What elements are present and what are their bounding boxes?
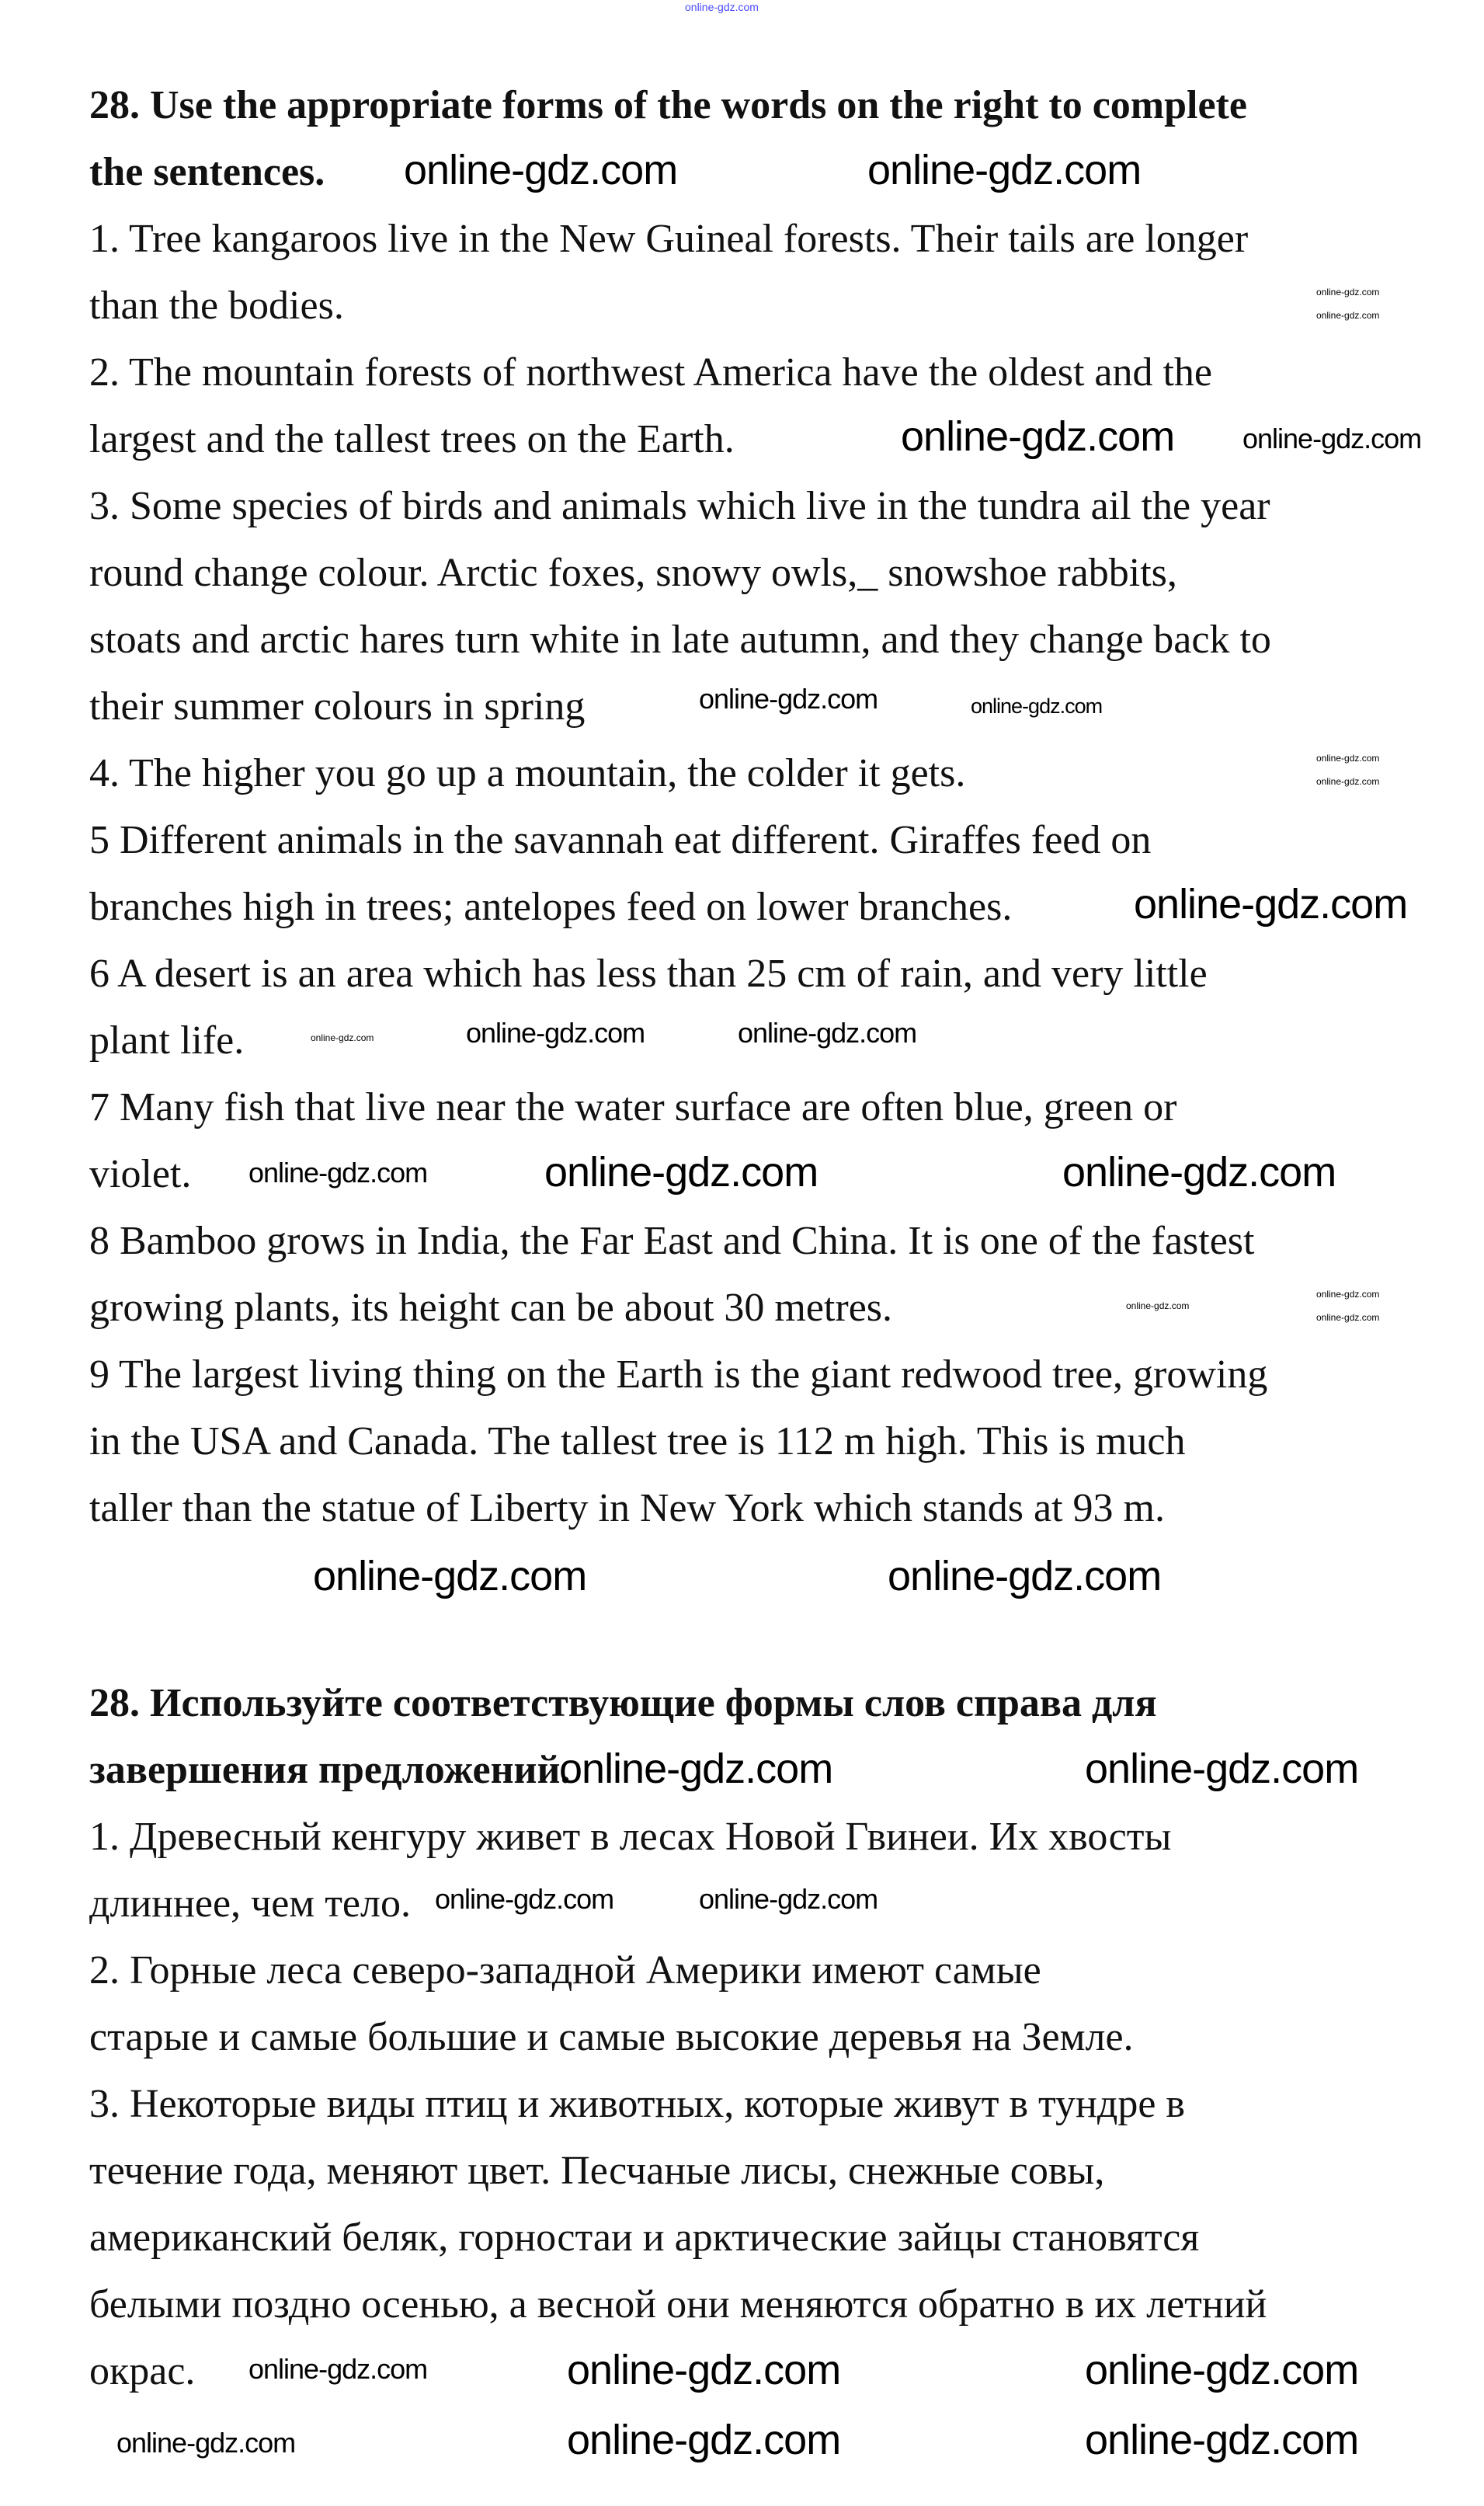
watermark: online-gdz.com bbox=[404, 147, 678, 193]
watermark: online-gdz.com bbox=[313, 1553, 587, 1599]
english-text-line: 8 Bamboo grows in India, the Far East and China. It is one of the fastest bbox=[89, 1219, 1255, 1263]
english-text-line: 7 Many fish that live near the water surface are often blue, green or bbox=[89, 1085, 1177, 1129]
english-exercise bbox=[89, 72, 1271, 1542]
watermark: online-gdz.com bbox=[1062, 1149, 1336, 1196]
watermark: online-gdz.com bbox=[559, 1745, 833, 1792]
russian-text-line: американский беляк, горностаи и арктические зайцы становятся bbox=[89, 2215, 1200, 2260]
russian-heading-line: 28. Используйте соответствующие формы слов справа для bbox=[89, 1681, 1157, 1725]
english-text-line: stoats and arctic hares turn white in late autumn, and they change back to bbox=[89, 618, 1271, 662]
english-text-line: taller than the statue of Liberty in New York which stands at 93 m. bbox=[89, 1486, 1165, 1530]
watermark: online-gdz.com bbox=[971, 694, 1103, 718]
watermark: online-gdz.com bbox=[311, 1032, 374, 1043]
watermark: online-gdz.com bbox=[1085, 2417, 1359, 2463]
watermark: online-gdz.com bbox=[867, 147, 1142, 193]
watermark: online-gdz.com bbox=[738, 1017, 917, 1049]
english-text-line: 3. Some species of birds and animals which live in the tundra ail the year bbox=[89, 484, 1270, 528]
english-text-line: violet. bbox=[89, 1152, 192, 1196]
watermark: online-gdz.com bbox=[1085, 1745, 1359, 1792]
english-text-line: branches high in trees; antelopes feed on lower branches. bbox=[89, 885, 1013, 929]
english-text-line: 4. The higher you go up a mountain, the colder it gets. bbox=[89, 751, 966, 795]
watermark: online-gdz.com bbox=[1316, 753, 1380, 764]
english-text-line: 6 A desert is an area which has less than 25 cm of rain, and very little bbox=[89, 952, 1208, 996]
russian-text-line: течение года, меняют цвет. Песчаные лисы, снежные совы, bbox=[89, 2149, 1105, 2193]
watermark: online-gdz.com bbox=[1316, 776, 1380, 787]
watermark: online-gdz.com bbox=[1126, 1300, 1190, 1311]
english-text-line: than the bodies. bbox=[89, 284, 344, 328]
russian-text-line: старые и самые большие и самые высокие деревья на Земле. bbox=[89, 2015, 1134, 2059]
watermark: online-gdz.com bbox=[1085, 2347, 1359, 2393]
russian-text-line: 1. Древесный кенгуру живет в лесах Новой Гвинеи. Их хвосты bbox=[89, 1815, 1172, 1859]
watermark: online-gdz.com bbox=[888, 1553, 1162, 1599]
english-text-line: growing plants, its height can be about 30 metres. bbox=[89, 1286, 893, 1330]
english-text-line: their summer colours in spring bbox=[89, 684, 586, 729]
watermark: online-gdz.com bbox=[699, 683, 878, 715]
watermark: online-gdz.com bbox=[567, 2417, 841, 2463]
watermark: online-gdz.com bbox=[685, 1, 759, 13]
russian-text-line: белыми поздно осенью, а весной они меняются обратно в их летний bbox=[89, 2282, 1267, 2327]
watermark: online-gdz.com bbox=[116, 2427, 296, 2459]
english-text-line: largest and the tallest trees on the Earth. bbox=[89, 417, 735, 461]
watermark: online-gdz.com bbox=[544, 1149, 818, 1196]
russian-text-line: окрас. bbox=[89, 2349, 196, 2393]
watermark: online-gdz.com bbox=[699, 1883, 878, 1915]
english-text-line: 2. The mountain forests of northwest America have the oldest and the bbox=[89, 350, 1212, 395]
english-text-line: 9 The largest living thing on the Earth is the giant redwood tree, growing bbox=[89, 1352, 1268, 1397]
english-text-line: 5 Different animals in the savannah eat different. Giraffes feed on bbox=[89, 818, 1152, 862]
english-text-line: plant life. bbox=[89, 1018, 245, 1063]
english-text-line: 1. Tree kangaroos live in the New Guineal forests. Their tails are longer bbox=[89, 217, 1249, 261]
watermark: online-gdz.com bbox=[1134, 881, 1408, 928]
russian-text-line: 3. Некоторые виды птиц и животных, которые живут в тундре в bbox=[89, 2082, 1185, 2126]
russian-heading-line: завершения предложений. bbox=[89, 1748, 571, 1792]
russian-text-line: 2. Горные леса северо-западной Америки имеют самые bbox=[89, 1948, 1041, 1993]
watermark: online-gdz.com bbox=[248, 2353, 428, 2385]
english-heading-line: 28. Use the appropriate forms of the words on the right to complete bbox=[89, 83, 1247, 127]
watermark: online-gdz.com bbox=[901, 413, 1175, 460]
watermark: online-gdz.com bbox=[248, 1157, 428, 1189]
watermark: online-gdz.com bbox=[1316, 1312, 1380, 1323]
watermark: online-gdz.com bbox=[1242, 423, 1422, 454]
english-heading-line: the sentences. bbox=[89, 150, 325, 194]
watermark: online-gdz.com bbox=[567, 2347, 841, 2393]
watermark: online-gdz.com bbox=[1316, 287, 1380, 298]
watermark: online-gdz.com bbox=[435, 1883, 614, 1915]
english-text-line: in the USA and Canada. The tallest tree is 112 m high. This is much bbox=[89, 1419, 1186, 1464]
watermark: online-gdz.com bbox=[1316, 310, 1380, 321]
watermark: online-gdz.com bbox=[466, 1017, 645, 1049]
russian-text-line: длиннее, чем тело. bbox=[89, 1881, 411, 1926]
english-text-line: round change colour. Arctic foxes, snowy owls,_ snowshoe rabbits, bbox=[89, 551, 1177, 595]
watermark: online-gdz.com bbox=[1316, 1289, 1380, 1300]
